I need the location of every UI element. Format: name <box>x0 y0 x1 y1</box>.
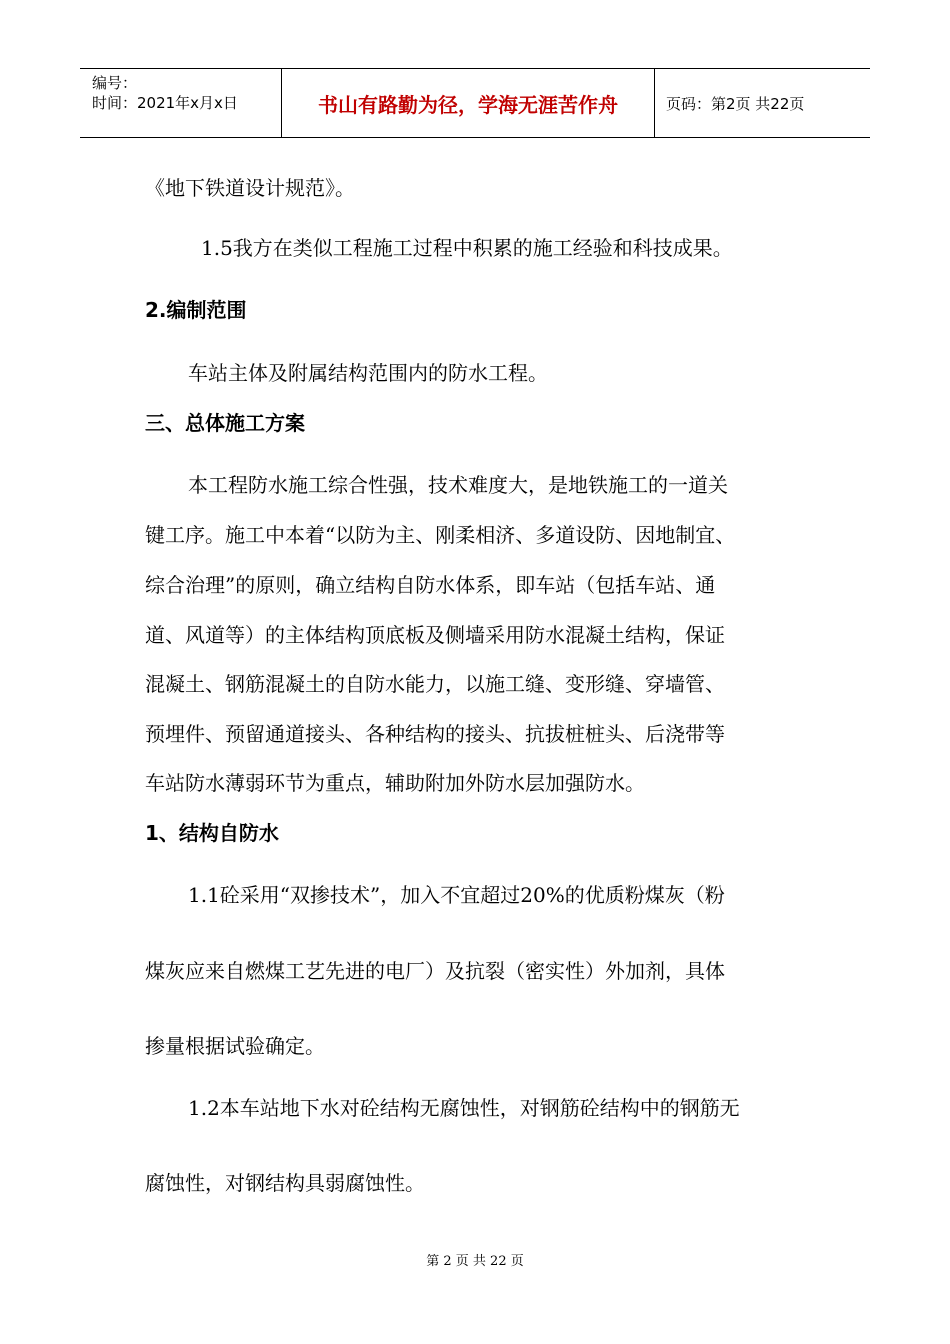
header-motto: 书山有路勤为径，学海无涯苦作舟 <box>318 92 618 117</box>
item-1-2-line: 腐蚀性，对钢结构具弱腐蚀性。 <box>145 1171 425 1195</box>
paragraph-line: 车站防水薄弱环节为重点，辅助附加外防水层加强防水。 <box>145 771 645 795</box>
body-line-2: 1.5我方在类似工程施工过程中积累的施工经验和科技成果。 <box>201 236 733 260</box>
item-1-1-line: 1.1砼采用“双掺技术”，加入不宜超过20%的优质粉煤灰（粉 <box>188 883 725 907</box>
date-label: 时间：2021年x月x日 <box>92 94 238 112</box>
body-line-1: 《地下铁道设计规范》。 <box>145 176 355 200</box>
paragraph-line: 本工程防水施工综合性强，技术难度大，是地铁施工的一道关 <box>188 473 728 497</box>
heading-structural-waterproofing: 1、结构自防水 <box>145 821 279 845</box>
item-1-1-line: 掺量根据试验确定。 <box>145 1034 325 1058</box>
header-table <box>80 68 870 138</box>
item-1-2-line: 1.2本车站地下水对砼结构无腐蚀性，对钢筋砼结构中的钢筋无 <box>188 1096 740 1120</box>
paragraph-line: 键工序。施工中本着“以防为主、刚柔相济、多道设防、因地制宜、 <box>145 523 736 547</box>
paragraph-line: 道、风道等）的主体结构顶底板及侧墙采用防水混凝土结构，保证 <box>145 623 725 647</box>
page-footer: 第 2 页 共 22 页 <box>426 1254 524 1269</box>
paragraph-line: 预埋件、预留通道接头、各种结构的接头、抗拔桩桩头、后浇带等 <box>145 722 725 746</box>
item-1-1-line: 煤灰应来自燃煤工艺先进的电厂）及抗裂（密实性）外加剂，具体 <box>145 959 725 983</box>
header-divider-2 <box>654 69 655 137</box>
heading-overall-plan: 三、总体施工方案 <box>145 411 305 435</box>
paragraph-line: 综合治理”的原则，确立结构自防水体系，即车站（包括车站、通 <box>145 573 716 597</box>
body-line-3: 车站主体及附属结构范围内的防水工程。 <box>188 361 548 385</box>
paragraph-line: 混凝土、钢筋混凝土的自防水能力，以施工缝、变形缝、穿墙管、 <box>145 672 725 696</box>
number-label: 编号： <box>92 74 138 92</box>
header-left-cell <box>92 73 238 113</box>
heading-scope: 2.编制范围 <box>145 298 247 322</box>
header-page-info: 页码：第2页 共22页 <box>666 94 805 113</box>
